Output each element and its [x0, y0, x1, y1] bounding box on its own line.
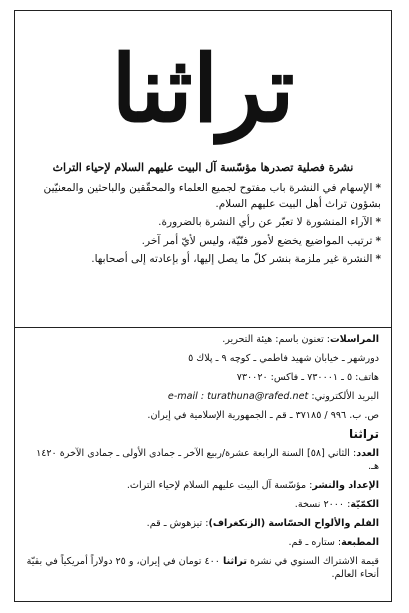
publisher: الإعداد والنشر: مؤسّسة آل البيت عليهم السلام لإحياء التراث.: [126, 480, 379, 491]
notes-list: [25, 181, 381, 268]
subtitle: نشرة فصلية تصدرها مؤسّسة آل البيت عليهم السلام لإحياء التراث: [52, 161, 354, 174]
star-icon: *: [375, 182, 381, 194]
copies: الكمّيّة: ٢٠٠٠ نسخة.: [294, 499, 379, 510]
intro-section: [25, 161, 381, 271]
star-icon: *: [375, 234, 381, 247]
subscription: قيمة الاشتراك السنوي في نشرة تراثنا ٤٠٠ تومان في إيران، و ٢٥ دولاراً أمريكياً في بقيّة أنحاء العالم.: [26, 556, 379, 580]
masthead-title: تراثنا: [111, 35, 295, 143]
divider: [15, 327, 391, 328]
star-icon: *: [375, 216, 381, 228]
pobox: ص. ب. ٩٩٦ / ٣٧١٨٥ ـ قم ـ الجمهورية الإسلامية في إيران.: [147, 410, 379, 421]
list-item: *الإسهام في النشرة باب مفتوح لجميع العلماء والمحقّقين والباحثين والمعنيّين بشؤون تراث أهل البيت عليهم السلام.: [43, 182, 381, 210]
issue: العدد: الثاني [٥٨] السنة الرابعة عشرة/ربيع الآخر ـ جمادى الأولى ـ جمادى الآخرة ١٤٢٠ هـ.: [36, 448, 379, 472]
press: المطبعة: ستاره ـ قم.: [288, 537, 379, 548]
masthead: [15, 25, 391, 153]
list-item: *ترتيب المواضيع يخضع لأمور فنّيّة، وليس لأيّ أمر آخر.: [141, 234, 381, 247]
email-link[interactable]: e-mail : turathuna@rafed.net: [167, 391, 309, 402]
phone: هاتف: ٥ ـ ٧٣٠٠٠١ ـ فاكس: ٧٣٠٠٢٠: [236, 372, 379, 383]
star-icon: *: [375, 253, 381, 265]
address: دورشهر ـ خيابان شهيد فاطمي ـ كوچه ٩ ـ پلاك ٥: [188, 353, 379, 364]
brand-title: تراثنا: [349, 427, 379, 441]
email-line: البريد الألكتروني: e-mail : turathuna@rafed.net: [167, 391, 379, 402]
plates: الفلم والألواح الحسّاسة (الزنكغراف): تيزهوش ـ قم.: [146, 518, 379, 529]
details-section: [25, 333, 379, 587]
list-item: *النشرة غير ملزمة بنشر كلّ ما يصل إليها، أو بإعادته إلى أصحابها.: [91, 253, 381, 265]
correspondence: المراسلات: تعنون باسم: هيئة التحرير.: [222, 334, 379, 345]
page-frame: [14, 10, 392, 602]
list-item: *الآراء المنشورة لا تعبّر عن رأي النشرة بالضرورة.: [158, 216, 381, 228]
